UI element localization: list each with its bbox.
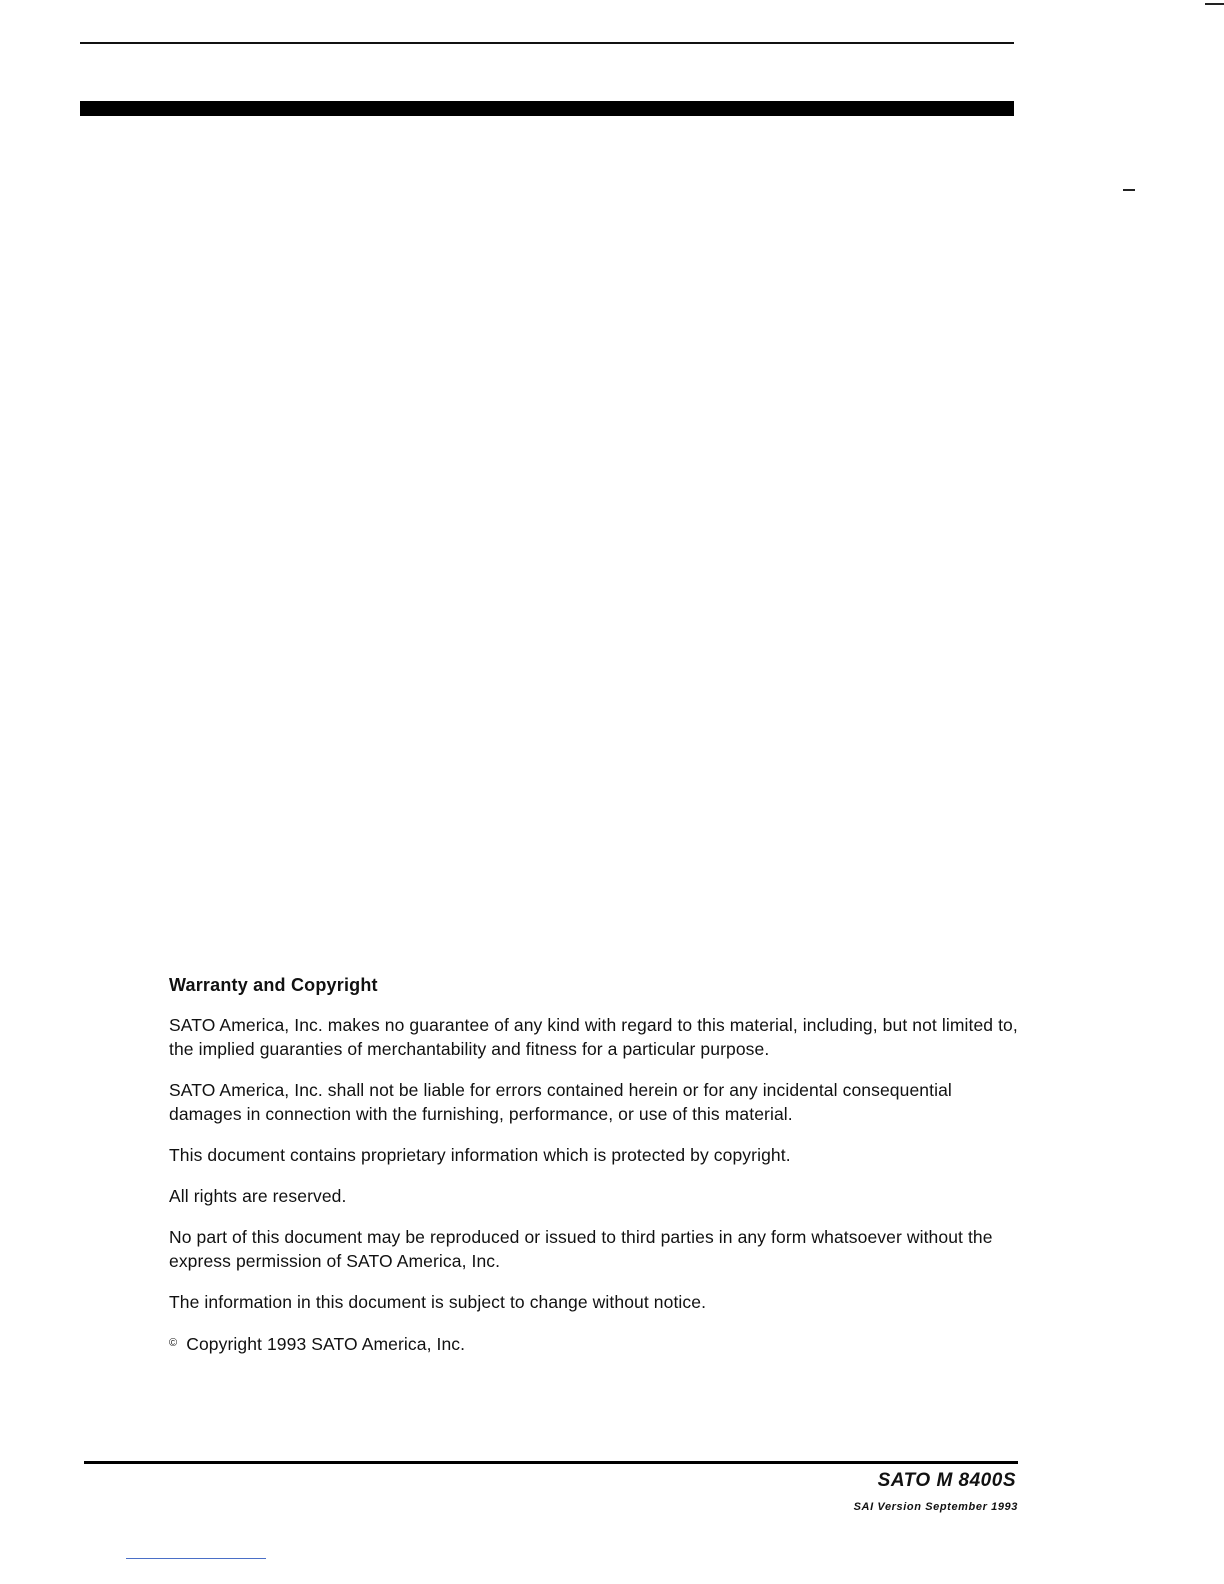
notice-heading: Warranty and Copyright <box>169 975 378 995</box>
footer-version-label: SAI Version September 1993 <box>853 1501 1018 1513</box>
notice-paragraph: No part of this document may be reproduced or issued to third parties in any form whatsoever without the express permission of SATO America, Inc. <box>169 1227 993 1271</box>
footer-model-title: SATO M 8400S <box>877 1470 1016 1491</box>
scan-artifact-line <box>126 1558 266 1559</box>
copyright-line <box>169 1331 1019 1356</box>
copyright-symbol: © <box>169 1337 178 1349</box>
top-heavy-bar <box>80 101 1014 116</box>
bottom-rule <box>84 1461 1018 1464</box>
notice-paragraph: SATO America, Inc. makes no guarantee of any kind with regard to this material, including, but not limited to, the implied guaranties of merchantability and fitness for a particular purpose. <box>169 1015 1018 1059</box>
warranty-copyright-notice <box>169 975 1019 1373</box>
notice-paragraph: This document contains proprietary information which is protected by copyright. <box>169 1145 791 1165</box>
notice-paragraph: All rights are reserved. <box>169 1186 347 1206</box>
notice-paragraph: The information in this document is subject to change without notice. <box>169 1292 707 1312</box>
top-rule <box>80 42 1014 44</box>
notice-paragraph: SATO America, Inc. shall not be liable for errors contained herein or for any incidental consequential damages in connection with the furnishing, performance, or use of this material. <box>169 1080 952 1124</box>
margin-mark <box>1205 3 1224 5</box>
margin-mark <box>1123 189 1135 191</box>
copyright-text: Copyright 1993 SATO America, Inc. <box>186 1334 466 1354</box>
